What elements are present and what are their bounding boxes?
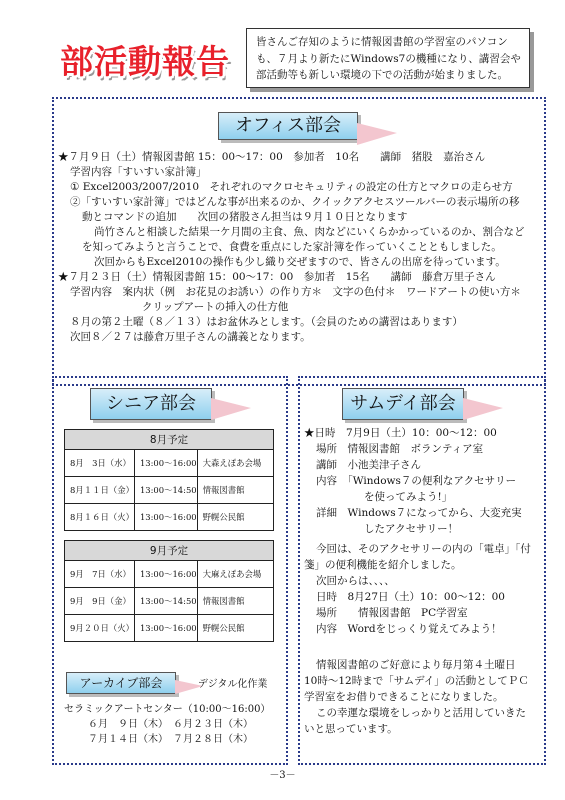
office-line: 次回８／２７は藤倉万里子さんの講義となります。 — [70, 331, 311, 343]
office-line: ① Excel2003/2007/2010 それぞれのマクロセキュリティの設定の仕方とマクロの走らせ方 — [70, 181, 513, 193]
someday-line: 場所 情報図書館 ボランティア室 — [316, 443, 484, 455]
someday-line: 情報図書館のご好意により毎月第４土曜日 — [316, 659, 516, 671]
archive-body — [64, 702, 282, 747]
office-line: 学習内容「すいすい家計簿」 — [70, 166, 207, 178]
someday-line: 内容 Wordをじっくり覚えてみよう！ — [316, 623, 502, 635]
intro-line: も、７月より新たにWindows7の機種になり、講習会や — [256, 52, 521, 65]
schedule-date: 9月 7日（水） — [65, 561, 135, 588]
someday-line: この幸運な環境をしっかりと活用していきた — [316, 707, 526, 719]
table-row — [65, 561, 274, 588]
table-row — [65, 588, 274, 615]
page-masthead: 部活動報告 — [60, 42, 230, 81]
schedule-place: 情報図書館 — [197, 588, 273, 615]
office-line: ８月の第２土曜（８／１３）はお盆休みとします。（会員のための講習はあります） — [70, 316, 463, 328]
office-title-banner — [218, 112, 358, 140]
schedule-date: 8月 3日（水） — [65, 450, 135, 477]
schedule-place: 大麻えぽあ会場 — [197, 561, 273, 588]
schedule-place: 野幌公民館 — [197, 615, 273, 642]
schedule-place: 情報図書館 — [197, 477, 273, 504]
schedule-time: 13:00～14:50 — [134, 588, 197, 615]
archive-title: アーカイブ部会 — [79, 676, 163, 690]
table-row — [65, 504, 274, 531]
someday-line: を使ってみよう!」 — [364, 491, 453, 503]
office-line: ★７月９日（土）情報図書館 15：00～17：00 参加者 10名 講師 猪股 嘉治さん — [58, 151, 486, 163]
someday-line: 講師 小池美津子さん — [316, 459, 421, 471]
august-schedule-header: 8月予定 — [65, 430, 274, 450]
archive-subtitle: デジタル化作業 — [198, 679, 268, 690]
intro-line: 部活動等も新しい環境の下での活動が始まりました。 — [256, 69, 508, 81]
schedule-place: 野幌公民館 — [197, 504, 273, 531]
schedule-time: 13:00～16:00 — [134, 561, 197, 588]
office-line: 次回からもExcel2010の操作も少し織り交ぜますので、皆さんの出席を待っています。 — [94, 256, 506, 268]
someday-line: 詳細 Windows７になってから、大変充実 — [316, 507, 522, 519]
someday-line: いと思っています。 — [304, 723, 398, 735]
someday-title: サムデイ部会 — [350, 393, 456, 414]
schedule-date: 8月１６日（火） — [65, 504, 135, 531]
august-schedule-table — [64, 429, 274, 531]
office-line: 尚竹さんと相談した結果一ケ月間の主食、魚、肉などにいくらかかっているのか、割合など — [94, 226, 525, 238]
archive-title-banner — [66, 672, 176, 694]
table-row — [65, 450, 274, 477]
schedule-date: 8月１１日（金） — [65, 477, 135, 504]
office-line: 学習内容 案内状（例 お花見のお誘い）の作り方＊ 文字の色付＊ ワードアートの使い方＊ — [70, 286, 521, 298]
page-number: －3－ — [269, 770, 296, 781]
archive-line: ７月１４日（木） ７月２８日（木） — [88, 734, 253, 745]
september-schedule-table — [64, 540, 274, 642]
someday-banner-tail — [463, 398, 503, 420]
office-line: ★７月２３日（土）情報図書館 15：00～17：00 参加者 15名 講師 藤倉万里子さん — [58, 271, 496, 283]
someday-line: 今回は、そのアクセサリーの内の「電卓」「付 — [316, 543, 531, 555]
office-line: ②「すいすい家計簿」ではどんな事が出来るのか、クイックアクセスツールバーの表示場所の移 — [70, 196, 520, 208]
schedule-time: 13:00～16:00 — [134, 450, 197, 477]
office-line: 動とコマンドの追加 次回の猪股さん担当は９月１０日となります — [82, 211, 408, 223]
schedule-time: 13:00～16:00 — [134, 615, 197, 642]
schedule-time: 13:00～16:00 — [134, 504, 197, 531]
someday-title-banner — [342, 388, 464, 420]
office-line: クリップアートの挿入の仕方他 — [142, 301, 289, 313]
intro-line: 皆さんご存知のように情報図書館の学習室のパソコン — [256, 36, 508, 48]
office-title: オフィス部会 — [234, 115, 342, 136]
office-banner-tail — [357, 123, 397, 145]
schedule-date: 9月２０日（火） — [65, 615, 135, 642]
someday-line: 10時～12時まで「サムデイ」の活動としてＰＣ — [304, 675, 529, 687]
someday-line: 箋」の便利機能を紹介しました。 — [304, 559, 462, 571]
someday-line: したアクセサリー！ — [364, 523, 459, 535]
table-row — [65, 477, 274, 504]
archive-line: ６月 ９日（木） ６月２３日（木） — [88, 719, 253, 730]
schedule-place: 大森えぽあ会場 — [197, 450, 273, 477]
september-schedule-header: 9月予定 — [65, 541, 274, 561]
table-row — [65, 615, 274, 642]
someday-line: 学習室をお借りできることになりました。 — [304, 691, 504, 703]
schedule-date: 9月 9日（金） — [65, 588, 135, 615]
someday-line: 日時 8月27日（土）10：00～12：00 — [316, 591, 505, 603]
senior-banner-tail — [211, 398, 251, 420]
intro-text — [256, 34, 524, 84]
someday-line: 内容 「Windows７の便利なアクセサリー — [316, 475, 517, 487]
senior-title: シニア部会 — [106, 393, 196, 414]
schedule-time: 13:00～14:50 — [134, 477, 197, 504]
senior-title-banner — [90, 388, 212, 420]
someday-line: 次回からは、、、、 — [316, 575, 395, 587]
someday-line: 場所 情報図書館 PC学習室 — [316, 607, 468, 619]
archive-line: セラミックアートセンター（10:00～16:00） — [64, 704, 271, 715]
office-line: を知ってみようと言うことで、食費を重点にした家計簿を作っていくことともしました。 — [82, 241, 502, 253]
someday-line: ★日時 7月9日（土）10：00～12：00 — [304, 427, 497, 439]
